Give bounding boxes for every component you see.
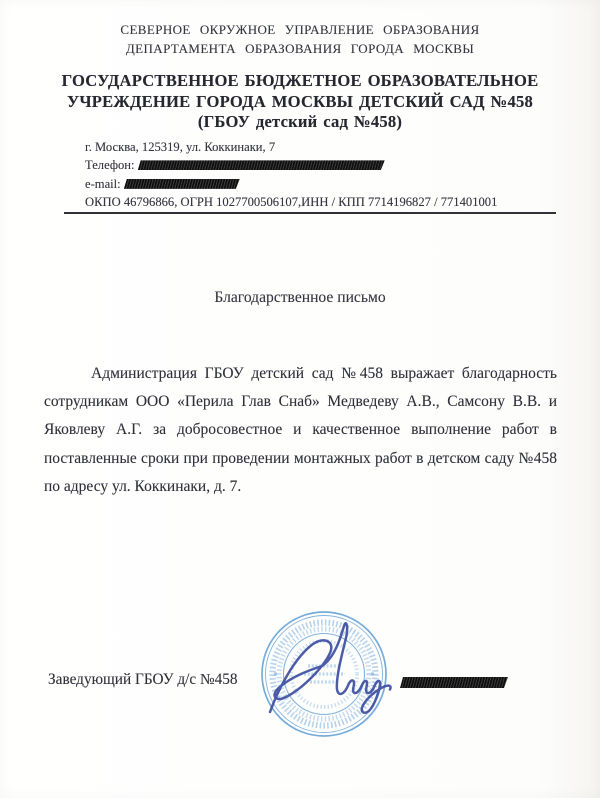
body-line: сотрудникам ООО «Перила Глав Снаб» Медведеву А.В., Самсону В.В. и xyxy=(44,393,557,411)
phone-label: Телефон: xyxy=(85,158,135,173)
organization-name xyxy=(0,71,600,133)
body-line: по адресу ул. Коккинаки, д. 7. xyxy=(44,477,242,495)
registry-line: ОКПО 46796866, ОГРН 1027700506107,ИНН / КПП 7714196827 / 771401001 xyxy=(85,195,498,210)
organization-line-3: (ГБОУ детский сад №458) xyxy=(197,112,403,132)
redacted-signer-name-bar xyxy=(400,677,508,688)
email-line xyxy=(85,175,570,193)
round-seal-stamp xyxy=(240,592,415,772)
letter-body xyxy=(44,360,557,501)
body-line: поставленные сроки при проведении монтажных работ в детском саду №458 xyxy=(44,449,557,467)
phone-line xyxy=(85,156,570,174)
redacted-phone-bar xyxy=(138,160,385,170)
contact-block xyxy=(85,138,570,212)
email-label: e-mail: xyxy=(85,176,121,191)
organization-line-1: ГОСУДАРСТВЕННОЕ БЮДЖЕТНОЕ ОБРАЗОВАТЕЛЬНОЕ xyxy=(61,71,539,90)
letter-title: Благодарственное письмо xyxy=(214,289,386,306)
redacted-email-bar xyxy=(124,179,240,189)
letterhead-authority xyxy=(0,21,600,58)
body-line: Администрация ГБОУ детский сад №458 выражает благодарность xyxy=(91,365,557,382)
address-line: г. Москва, 125319, ул. Коккинаки, 7 xyxy=(85,140,276,154)
body-line: Яковлеву А.Г. за добросовестное и качественное выполнение работ в xyxy=(44,421,557,439)
authority-line-2: ДЕПАРТАМЕНТА ОБРАЗОВАНИЯ ГОРОДА МОСКВЫ xyxy=(125,40,475,56)
organization-line-2: УЧРЕЖДЕНИЕ ГОРОДА МОСКВЫ ДЕТСКИЙ САД №458 xyxy=(67,91,533,111)
authority-line-1: СЕВЕРНОЕ ОКРУЖНОЕ УПРАВЛЕНИЕ ОБРАЗОВАНИЯ xyxy=(120,22,480,37)
letterhead-divider xyxy=(64,212,556,214)
signer-title: Заведующий ГБОУ д/с №458 xyxy=(48,671,238,688)
seal-rings xyxy=(262,612,386,736)
